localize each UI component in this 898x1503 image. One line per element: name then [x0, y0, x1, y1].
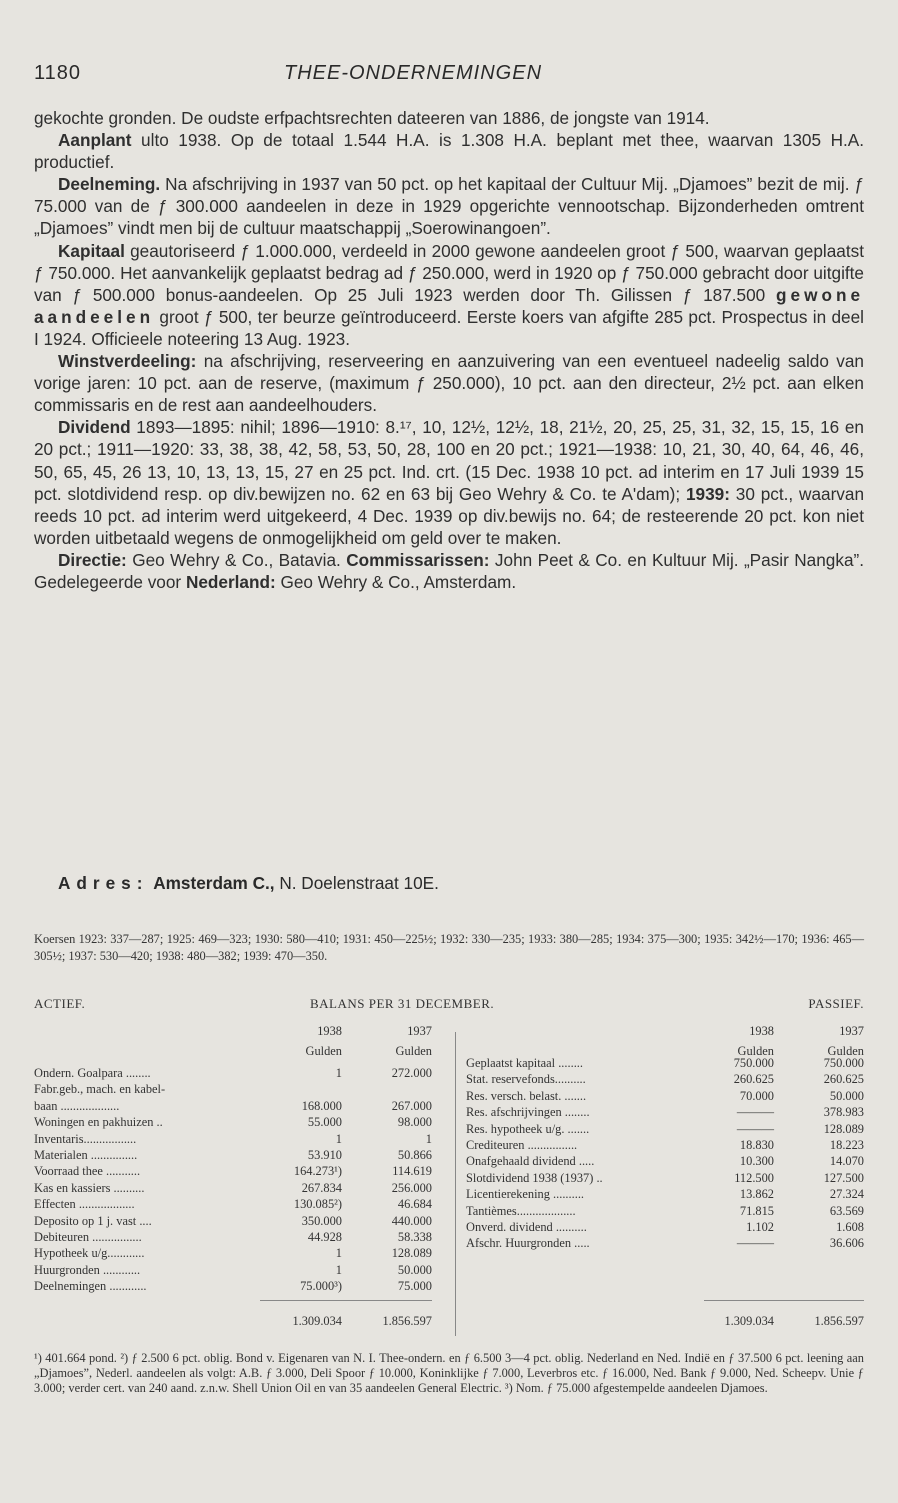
right-row-value-1937: 63.569 [829, 1203, 864, 1218]
left-row-value-1937: 267.000 [391, 1098, 432, 1113]
right-row-value-1938: 70.000 [739, 1088, 774, 1103]
dividend-text-1: 1893—1895: nihil; 1896—1910: 8.¹⁷, 10, 12½, 12½, 18, 21½, 20, 25, 25, 31, 32, 15, 15, 16 en 20 pct.; 1911—1920: 33, 38, 38, 42, 58, 53, 50, 28, 100 en 20 pct.; 1921—1938: 10, 21, 30, 40, 64, 46, 46, 50, 65, 45, 26 13, 10, 13, 13, 15, 27 en 25 pct. Ind. crt. (15 Dec. 1938 10 pct. ad interim en 17 Juli 1939 15 pct. slotdividend resp. op div.bewijzen no. 62 en 63 bij Geo Wehry & Co. te A'dam); [34, 417, 864, 504]
address-label: Adres: [58, 873, 149, 893]
right-row-value-1937: 36.606 [829, 1236, 864, 1251]
winstverdeeling-text: na afschrijving, reserveering en aanzuivering van een eventueel nadeelig saldo van vorige jaren: 10 pct. aan de reserve, (maximum ƒ 250.000), 10 pct. aan den directeur, 2½ pct. aan elken commissaris en de rest aan aandeelhouders. [34, 351, 864, 416]
left-row-value-1937: 50.866 [397, 1147, 432, 1162]
right-total-1937: 1.856.597 [814, 1314, 864, 1328]
left-row-value-1938: 130.085²) [293, 1197, 342, 1212]
left-row-value-1938: 164.273¹) [293, 1164, 342, 1179]
left-row-value-1938: 44.928 [307, 1229, 342, 1244]
right-row-label: Onverd. dividend .......... [466, 1219, 587, 1234]
left-year-1938: 1938 [317, 1024, 342, 1038]
left-row-value-1937: 50.000 [397, 1262, 432, 1277]
left-table-row [34, 1279, 446, 1295]
balance-sheet [34, 996, 864, 1340]
paragraph-intro: gekochte gronden. De oudste erfpachtsrechten dateeren van 1886, de jongste van 1914. [34, 108, 710, 128]
left-row-value-1938: 55.000 [307, 1115, 342, 1130]
address-street: N. Doelenstraat 10E. [274, 873, 439, 893]
deelneming-text: Na afschrijving in 1937 van 50 pct. op het kapitaal der Cultuur Mij. „Djamoes” bezit de mij. ƒ 75.000 van de ƒ 300.000 aandeelen in deze in 1929 opgerichte vennootschap. Bijzonderheden omtrent „Djamoes” vindt men bij de cultuur maatschappij „Soerowinangoen”. [34, 174, 864, 239]
kapitaal-text-1: geautoriseerd ƒ 1.000.000, verdeeld in 2000 gewone aandeelen groot ƒ 500, waarvan geplaatst ƒ 750.000. Het aanvankelijk geplaatst bedrag ad ƒ 250.000, werd in 1920 op ƒ 750.000 gebracht door uitgifte van ƒ 500.000 bonus-aandeelen. Op 25 Juli 1923 werden door Th. Gilissen ƒ 187.500 [34, 240, 864, 305]
keyword-commissarissen: Commissarissen: [346, 549, 490, 570]
koersen-text: Koersen 1923: 337—287; 1925: 469—323; 1930: 580—410; 1931: 450—225½; 1932: 330—235; 1933: 380—285; 1934: 375—300; 1935: 342½—170; 1936: 465—305½; 1937: 530—420; 1938: 480—382; 1939: 470—350. [34, 932, 864, 963]
right-row-label: Licentierekening .......... [466, 1187, 585, 1202]
dividend-text-2: 30 pct., waarvan reeds 10 pct. ad interim werd uitgekeerd, 4 Dec. 1939 op div.bewijs no. 64; de resteerende 20 pct. kon niet worden uitbetaald wegens de onmogelijkheid om geld over te maken. [34, 483, 865, 548]
right-table-row [466, 1122, 864, 1138]
right-row-value-1937: 50.000 [829, 1088, 864, 1103]
right-row-label: Slotdividend 1938 (1937) .. [466, 1170, 603, 1185]
right-row-value-1938: ——— [736, 1236, 774, 1251]
right-row-value-1938: 260.625 [733, 1072, 774, 1087]
right-row-value-1938: 1.102 [746, 1219, 774, 1234]
paragraph-deelneming [34, 173, 864, 239]
left-table-row [34, 1099, 446, 1115]
left-row-value-1937: 128.089 [391, 1246, 432, 1261]
right-row-value-1937: 18.223 [829, 1137, 864, 1152]
right-table-row [466, 1154, 864, 1170]
left-row-value-1938: 168.000 [301, 1098, 342, 1113]
right-row-label: Res. afschrijvingen ........ [466, 1105, 590, 1120]
right-row-label: Geplaatst kapitaal ........ [466, 1056, 583, 1070]
left-row-value-1938: 267.834 [301, 1180, 342, 1195]
aanplant-text: ulto 1938. Op de totaal 1.544 H.A. is 1.308 H.A. beplant met thee, waarvan 1305 H.A. productief. [34, 130, 864, 173]
body-text [34, 107, 864, 593]
left-row-value-1937: 58.338 [397, 1229, 432, 1244]
left-row-label: Woningen en pakhuizen .. [34, 1115, 163, 1130]
footnotes: ¹) 401.664 pond. ²) ƒ 2.500 6 pct. oblig. Bond v. Eigenaren van N. I. Thee-ondern. en ƒ 6.500 3—4 pct. oblig. Nederland en Ned. Indië en ƒ 37.500 6 pct. leening aan „Djamoes”, Nederl. aandeelen als volgt: A.B. ƒ 3.000, Deli Spoor ƒ 10.000, Koninklijke ƒ 7.000, Leverbros etc. ƒ 16.000, Ned. Bank ƒ 9.000, Ned. Scheepv. Unie ƒ 3.000; verder cert. van 240 aand. z.n.w. Shell Union Oil en van 35 aandeelen General Electric. ³) Nom. ƒ 75.000 afgestempelde aandeelen Djamoes. [34, 1351, 864, 1395]
page-header [34, 62, 864, 88]
kapitaal-spaced-text: gewone aandeelen [34, 284, 864, 327]
left-row-label: Voorraad thee ........... [34, 1164, 141, 1179]
right-row-value-1938: 750.000 [733, 1056, 774, 1070]
right-row-value-1937: 14.070 [829, 1154, 864, 1169]
left-row-value-1938: 1 [335, 1131, 342, 1146]
left-row-label: Huurgronden ............ [34, 1262, 141, 1277]
left-row-value-1937: 440.000 [391, 1213, 432, 1228]
paragraph-aanplant [34, 129, 864, 173]
right-row-value-1937: 1.608 [836, 1219, 864, 1234]
left-row-value-1938: 1 [335, 1066, 342, 1080]
right-row-value-1938: 112.500 [734, 1170, 774, 1185]
right-row-value-1938: 71.815 [739, 1203, 774, 1218]
left-year-1937: 1937 [407, 1024, 432, 1038]
left-table-row [34, 1115, 446, 1131]
right-row-value-1938: ——— [736, 1121, 774, 1136]
right-total-rule [704, 1300, 864, 1301]
left-table-row [34, 1148, 446, 1164]
left-row-label: Inventaris................. [34, 1131, 137, 1146]
right-table-row [466, 1187, 864, 1203]
page-title: THEE-ONDERNEMINGEN [284, 62, 543, 84]
left-row-value-1937: 98.000 [397, 1115, 432, 1130]
left-unit-1937: Gulden [395, 1044, 432, 1058]
left-table-row [34, 1263, 446, 1279]
left-row-value-1937: 1 [425, 1131, 432, 1146]
right-row-value-1937: 128.089 [823, 1121, 864, 1136]
page-number: 1180 [34, 62, 82, 84]
right-row-label: Afschr. Huurgronden ..... [466, 1236, 590, 1251]
left-row-label: Deelnemingen ............ [34, 1279, 147, 1294]
right-table-row [466, 1138, 864, 1154]
right-row-label: Res. versch. belast. ....... [466, 1088, 587, 1103]
right-row-label: Crediteuren ................ [466, 1137, 578, 1152]
left-table-row [34, 1164, 446, 1180]
right-year-1938: 1938 [749, 1024, 774, 1038]
right-row-value-1937: 27.324 [829, 1187, 864, 1202]
balance-title: BALANS PER 31 DECEMBER. [310, 996, 495, 1011]
left-row-value-1938: 1 [335, 1262, 342, 1277]
left-row-label: baan ................... [34, 1098, 120, 1113]
right-row-value-1938: 18.830 [739, 1137, 774, 1152]
keyword-dividend: Dividend [58, 417, 131, 438]
right-total-1938: 1.309.034 [724, 1314, 774, 1328]
left-table-row [34, 1214, 446, 1230]
left-table-row [34, 1230, 446, 1246]
left-row-value-1937: 46.684 [397, 1197, 432, 1212]
left-row-label: Hypotheek u/g............ [34, 1246, 145, 1261]
keyword-kapitaal: Kapitaal [58, 240, 125, 261]
actief-heading: ACTIEF. [34, 996, 86, 1011]
commissarissen-text: John Peet & Co. en Kultuur Mij. „Pasir Nangka”. Gedelegeerde voor [34, 549, 864, 592]
right-row-value-1938: 13.862 [739, 1187, 774, 1202]
left-row-value-1937: 272.000 [391, 1066, 432, 1080]
left-row-value-1937: 256.000 [391, 1180, 432, 1195]
right-row-label: Onafgehaald dividend ..... [466, 1154, 595, 1169]
keyword-aanplant: Aanplant [58, 130, 132, 151]
right-row-value-1937: 127.500 [823, 1170, 864, 1185]
column-divider [455, 1032, 456, 1336]
left-table-row [34, 1132, 446, 1148]
right-row-label: Stat. reservefonds.......... [466, 1072, 586, 1087]
right-row-value-1937: 378.983 [823, 1105, 864, 1120]
right-unit-1937: Gulden [827, 1044, 864, 1058]
left-row-label: Ondern. Goalpara ........ [34, 1066, 151, 1080]
right-row-value-1937: 750.000 [823, 1056, 864, 1070]
right-table-row [466, 1171, 864, 1187]
left-row-label: Kas en kassiers .......... [34, 1180, 145, 1195]
right-table-row [466, 1056, 864, 1072]
left-row-value-1938: 53.910 [307, 1147, 342, 1162]
directie-text: Geo Wehry & Co., Batavia. [126, 549, 347, 570]
passief-heading: PASSIEF. [808, 996, 864, 1011]
keyword-1939: 1939: [685, 483, 730, 504]
address-line [58, 873, 439, 894]
left-unit-1938: Gulden [305, 1044, 342, 1058]
right-table-row [466, 1072, 864, 1088]
left-row-label: Materialen ............... [34, 1147, 138, 1162]
kapitaal-text-2: groot ƒ 500, ter beurze geïntroduceerd. Eerste koers van afgifte 285 pct. Prospectus in deel I 1924. Officieele noteering 13 Aug. 1923. [34, 306, 864, 349]
right-row-label: Res. hypotheek u/g. ....... [466, 1121, 590, 1136]
left-row-label: Deposito op 1 j. vast .... [34, 1213, 152, 1228]
right-table-row [466, 1220, 864, 1236]
left-total-rule [260, 1300, 432, 1301]
paragraph-kapitaal [34, 240, 864, 350]
left-total-1937: 1.856.597 [382, 1314, 432, 1328]
right-table-row [466, 1204, 864, 1220]
left-table-row [34, 1246, 446, 1262]
left-row-value-1937: 114.619 [392, 1164, 432, 1179]
left-row-label: Fabr.geb., mach. en kabel- [34, 1082, 166, 1097]
left-row-value-1938: 75.000³) [300, 1279, 342, 1294]
keyword-directie: Directie: [58, 549, 127, 570]
left-row-label: Debiteuren ................ [34, 1229, 142, 1244]
nederland-text: Geo Wehry & Co., Amsterdam. [275, 571, 517, 592]
left-table-row [34, 1066, 446, 1082]
right-row-label: Tantièmes................... [466, 1203, 576, 1218]
address-city: Amsterdam C., [153, 873, 275, 893]
left-row-value-1937: 75.000 [397, 1279, 432, 1294]
right-unit-1938: Gulden [737, 1044, 774, 1058]
paragraph-winstverdeeling [34, 350, 864, 416]
right-table-row [466, 1089, 864, 1105]
keyword-winstverdeeling: Winstverdeeling: [58, 351, 197, 372]
right-row-value-1938: 10.300 [739, 1154, 774, 1169]
left-total-1938: 1.309.034 [292, 1314, 342, 1328]
right-row-value-1937: 260.625 [823, 1072, 864, 1087]
paragraph-directie [34, 549, 864, 593]
left-row-value-1938: 350.000 [301, 1213, 342, 1228]
keyword-deelneming: Deelneming. [58, 174, 161, 195]
keyword-nederland: Nederland: [185, 571, 276, 592]
right-row-value-1938: ——— [736, 1105, 774, 1120]
passief-rows [466, 1056, 864, 1253]
paragraph-dividend [34, 416, 864, 549]
left-table-row [34, 1082, 446, 1098]
right-year-1937: 1937 [839, 1024, 864, 1038]
left-row-value-1938: 1 [335, 1246, 342, 1261]
right-table-row [466, 1105, 864, 1121]
left-row-label: Effecten .................. [34, 1197, 135, 1212]
right-table-row [466, 1236, 864, 1252]
left-table-row [34, 1197, 446, 1213]
actief-rows [34, 1066, 446, 1295]
left-table-row [34, 1181, 446, 1197]
